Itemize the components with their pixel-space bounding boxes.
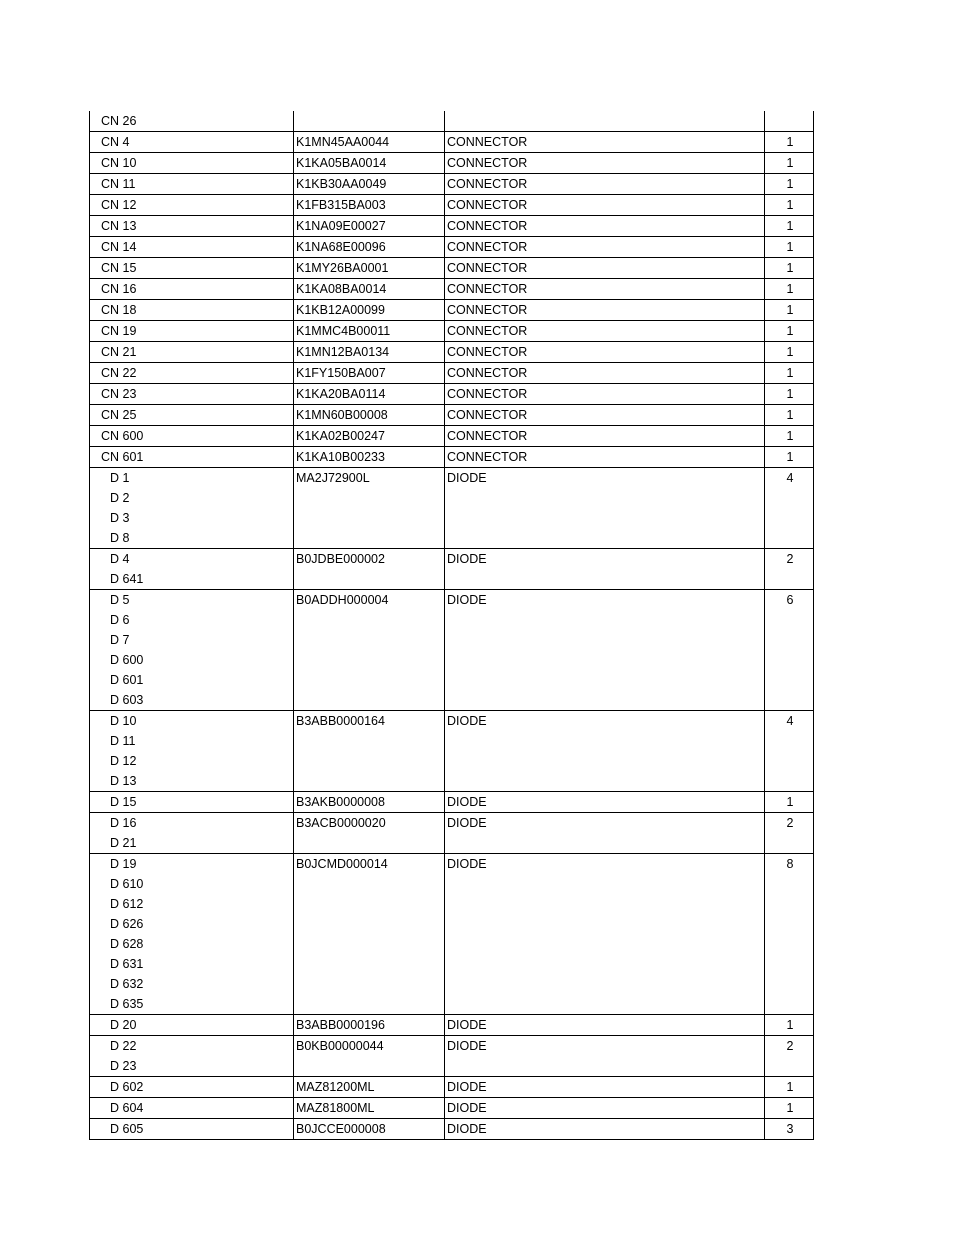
- description-cell-text: DIODE: [447, 816, 487, 830]
- description-cell: [445, 468, 765, 549]
- part-number-cell-text: B0JCCE000008: [296, 1122, 386, 1136]
- description-cell: [445, 300, 765, 321]
- table-row: [90, 216, 814, 237]
- description-cell: [445, 321, 765, 342]
- ref-designator: D 635: [110, 997, 144, 1011]
- part-number-cell-text: MAZ81800ML: [296, 1101, 375, 1115]
- part-number-cell: [294, 405, 445, 426]
- part-number-cell-text: K1NA68E00096: [296, 240, 386, 254]
- description-cell-text: DIODE: [447, 471, 487, 485]
- ref-designator: CN 601: [101, 450, 144, 464]
- table-row: [90, 426, 814, 447]
- table-row: [90, 111, 814, 132]
- ref-designator: CN 13: [101, 219, 137, 233]
- ref-designator: CN 15: [101, 261, 137, 275]
- ref-cell: [90, 321, 294, 342]
- part-number-cell-text: K1NA09E00027: [296, 219, 386, 233]
- part-number-cell: [294, 792, 445, 813]
- quantity-cell: [765, 405, 814, 426]
- part-number-cell-text: K1KA05BA0014: [296, 156, 387, 170]
- quantity-cell-text: 1: [786, 795, 794, 809]
- ref-cell: [90, 363, 294, 384]
- ref-cell: [90, 111, 294, 132]
- description-cell: [445, 1036, 765, 1077]
- part-number-cell: [294, 426, 445, 447]
- ref-designator: D 12: [110, 754, 137, 768]
- ref-designator: D 7: [110, 633, 130, 647]
- quantity-cell-text: 1: [786, 345, 794, 359]
- part-number-cell: [294, 237, 445, 258]
- table-row: [90, 342, 814, 363]
- table-row: [90, 447, 814, 468]
- ref-designator: D 10: [110, 714, 137, 728]
- ref-designator: CN 26: [101, 114, 137, 128]
- ref-designator: D 16: [110, 816, 137, 830]
- ref-designator: D 605: [110, 1122, 144, 1136]
- part-number-cell-text: K1MN12BA0134: [296, 345, 390, 359]
- part-number-cell: [294, 363, 445, 384]
- ref-designator: CN 12: [101, 198, 137, 212]
- ref-designator: D 6: [110, 613, 130, 627]
- table-row: [90, 384, 814, 405]
- part-number-cell: [294, 813, 445, 854]
- quantity-cell-text: 1: [786, 1018, 794, 1032]
- table-row: [90, 258, 814, 279]
- quantity-cell-text: 1: [786, 198, 794, 212]
- part-number-cell: [294, 1098, 445, 1119]
- quantity-cell: [765, 447, 814, 468]
- description-cell-text: DIODE: [447, 1080, 487, 1094]
- description-cell: [445, 813, 765, 854]
- description-cell-text: CONNECTOR: [447, 135, 528, 149]
- part-number-cell-text: B0JCMD000014: [296, 857, 388, 871]
- table-row: [90, 1036, 814, 1077]
- part-number-cell-text: K1MN45AA0044: [296, 135, 390, 149]
- ref-designator: D 1: [110, 471, 130, 485]
- description-cell: [445, 237, 765, 258]
- ref-cell: [90, 195, 294, 216]
- quantity-cell: [765, 111, 814, 132]
- quantity-cell: [765, 300, 814, 321]
- description-cell-text: DIODE: [447, 1122, 487, 1136]
- description-cell-text: CONNECTOR: [447, 282, 528, 296]
- description-cell: [445, 792, 765, 813]
- quantity-cell: [765, 195, 814, 216]
- description-cell: [445, 854, 765, 1015]
- ref-cell: [90, 447, 294, 468]
- table-row: [90, 854, 814, 1015]
- ref-designator: D 631: [110, 957, 144, 971]
- quantity-cell-text: 3: [786, 1122, 794, 1136]
- description-cell: [445, 216, 765, 237]
- ref-cell: [90, 1119, 294, 1140]
- quantity-cell-text: 1: [786, 177, 794, 191]
- part-number-cell-text: B3ABB0000196: [296, 1018, 385, 1032]
- part-number-cell-text: B3ACB0000020: [296, 816, 386, 830]
- quantity-cell: [765, 1077, 814, 1098]
- part-number-cell: [294, 342, 445, 363]
- table-row: [90, 549, 814, 590]
- ref-cell: [90, 426, 294, 447]
- ref-designator: D 641: [110, 572, 144, 586]
- table-row: [90, 300, 814, 321]
- quantity-cell: [765, 174, 814, 195]
- part-number-cell: [294, 854, 445, 1015]
- table-row: [90, 792, 814, 813]
- ref-cell: [90, 384, 294, 405]
- ref-designator: D 602: [110, 1080, 144, 1094]
- description-cell: [445, 153, 765, 174]
- ref-cell: [90, 300, 294, 321]
- quantity-cell-text: 2: [786, 1039, 794, 1053]
- quantity-cell: [765, 1098, 814, 1119]
- part-number-cell: [294, 384, 445, 405]
- ref-cell: [90, 1077, 294, 1098]
- description-cell: [445, 279, 765, 300]
- quantity-cell-text: 1: [786, 387, 794, 401]
- part-number-cell-text: K1MY26BA0001: [296, 261, 389, 275]
- quantity-cell-text: 1: [786, 1080, 794, 1094]
- quantity-cell-text: 1: [786, 261, 794, 275]
- part-number-cell: [294, 174, 445, 195]
- table-row: [90, 132, 814, 153]
- ref-designator: D 20: [110, 1018, 137, 1032]
- table-row: [90, 1098, 814, 1119]
- table-row: [90, 153, 814, 174]
- part-number-cell: [294, 300, 445, 321]
- parts-list-body: [90, 111, 814, 1140]
- part-number-cell: [294, 468, 445, 549]
- ref-designator: D 22: [110, 1039, 137, 1053]
- part-number-cell-text: K1KB30AA0049: [296, 177, 387, 191]
- ref-cell: [90, 279, 294, 300]
- quantity-cell: [765, 813, 814, 854]
- table-row: [90, 237, 814, 258]
- description-cell-text: CONNECTOR: [447, 240, 528, 254]
- description-cell: [445, 258, 765, 279]
- ref-cell: [90, 468, 294, 549]
- description-cell-text: CONNECTOR: [447, 450, 528, 464]
- table-row: [90, 711, 814, 792]
- quantity-cell: [765, 153, 814, 174]
- part-number-cell-text: B0KB00000044: [296, 1039, 384, 1053]
- quantity-cell: [765, 384, 814, 405]
- ref-cell: [90, 813, 294, 854]
- part-number-cell-text: K1FB315BA003: [296, 198, 386, 212]
- ref-designator: CN 14: [101, 240, 137, 254]
- ref-cell: [90, 342, 294, 363]
- quantity-cell: [765, 854, 814, 1015]
- part-number-cell-text: K1MN60B00008: [296, 408, 388, 422]
- quantity-cell: [765, 426, 814, 447]
- quantity-cell: [765, 216, 814, 237]
- part-number-cell-text: K1KA10B00233: [296, 450, 385, 464]
- ref-cell: [90, 854, 294, 1015]
- quantity-cell-text: 1: [786, 135, 794, 149]
- part-number-cell-text: K1KA20BA0114: [296, 387, 386, 401]
- description-cell: [445, 1015, 765, 1036]
- table-row: [90, 1077, 814, 1098]
- description-cell: [445, 426, 765, 447]
- table-row: [90, 1015, 814, 1036]
- ref-cell: [90, 549, 294, 590]
- description-cell: [445, 1077, 765, 1098]
- part-number-cell-text: K1KA02B00247: [296, 429, 385, 443]
- description-cell-text: CONNECTOR: [447, 261, 528, 275]
- table-row: [90, 405, 814, 426]
- quantity-cell: [765, 132, 814, 153]
- quantity-cell: [765, 363, 814, 384]
- quantity-cell: [765, 792, 814, 813]
- quantity-cell-text: 1: [786, 1101, 794, 1115]
- quantity-cell: [765, 258, 814, 279]
- description-cell-text: DIODE: [447, 1018, 487, 1032]
- quantity-cell: [765, 1036, 814, 1077]
- quantity-cell-text: 2: [786, 816, 794, 830]
- part-number-cell: [294, 216, 445, 237]
- description-cell: [445, 549, 765, 590]
- part-number-cell: [294, 132, 445, 153]
- description-cell-text: CONNECTOR: [447, 324, 528, 338]
- description-cell-text: CONNECTOR: [447, 429, 528, 443]
- quantity-cell-text: 1: [786, 219, 794, 233]
- description-cell: [445, 342, 765, 363]
- quantity-cell-text: 8: [786, 857, 794, 871]
- ref-designator: D 4: [110, 552, 130, 566]
- description-cell: [445, 174, 765, 195]
- part-number-cell-text: K1KB12A00099: [296, 303, 385, 317]
- ref-cell: [90, 258, 294, 279]
- description-cell: [445, 384, 765, 405]
- description-cell: [445, 711, 765, 792]
- quantity-cell-text: 1: [786, 156, 794, 170]
- ref-cell: [90, 216, 294, 237]
- ref-designator: D 600: [110, 653, 144, 667]
- quantity-cell: [765, 549, 814, 590]
- part-number-cell-text: B0ADDH000004: [296, 593, 389, 607]
- quantity-cell-text: [765, 111, 813, 131]
- description-cell: [445, 447, 765, 468]
- quantity-cell: [765, 590, 814, 711]
- quantity-cell-text: 4: [786, 714, 794, 728]
- ref-designator: CN 21: [101, 345, 137, 359]
- quantity-cell-text: 6: [786, 593, 794, 607]
- part-number-cell-text: MA2J72900L: [296, 471, 370, 485]
- description-cell-text: DIODE: [447, 1039, 487, 1053]
- ref-cell: [90, 237, 294, 258]
- quantity-cell-text: 1: [786, 240, 794, 254]
- ref-designator: D 3: [110, 511, 130, 525]
- ref-designator: CN 18: [101, 303, 137, 317]
- quantity-cell: [765, 711, 814, 792]
- part-number-cell-text: K1MMC4B00011: [296, 324, 391, 338]
- description-cell: [445, 1098, 765, 1119]
- quantity-cell-text: 1: [786, 282, 794, 296]
- parts-list-table: [89, 111, 814, 1140]
- quantity-cell-text: 1: [786, 408, 794, 422]
- ref-designator: D 15: [110, 795, 137, 809]
- ref-cell: [90, 153, 294, 174]
- description-cell: [445, 132, 765, 153]
- ref-designator: CN 11: [101, 177, 136, 191]
- part-number-cell-text: K1FY150BA007: [296, 366, 386, 380]
- description-cell-text: CONNECTOR: [447, 366, 528, 380]
- ref-designator: D 601: [110, 673, 144, 687]
- part-number-cell: [294, 1036, 445, 1077]
- part-number-cell: [294, 258, 445, 279]
- ref-designator: CN 10: [101, 156, 137, 170]
- ref-cell: [90, 405, 294, 426]
- part-number-cell: [294, 549, 445, 590]
- description-cell-text: DIODE: [447, 1101, 487, 1115]
- ref-designator: CN 600: [101, 429, 144, 443]
- description-cell-text: CONNECTOR: [447, 345, 528, 359]
- ref-designator: D 8: [110, 531, 130, 545]
- part-number-cell: [294, 153, 445, 174]
- part-number-cell: [294, 447, 445, 468]
- description-cell-text: DIODE: [447, 714, 487, 728]
- part-number-cell-text: B3AKB0000008: [296, 795, 385, 809]
- ref-designator: CN 4: [101, 135, 130, 149]
- ref-cell: [90, 590, 294, 711]
- description-cell-text: CONNECTOR: [447, 219, 528, 233]
- ref-cell: [90, 792, 294, 813]
- ref-designator: D 604: [110, 1101, 144, 1115]
- description-cell-text: DIODE: [447, 552, 487, 566]
- ref-designator: D 23: [110, 1059, 137, 1073]
- ref-cell: [90, 132, 294, 153]
- quantity-cell: [765, 237, 814, 258]
- ref-designator: CN 22: [101, 366, 137, 380]
- ref-designator: D 612: [110, 897, 144, 911]
- quantity-cell-text: 1: [786, 450, 794, 464]
- quantity-cell: [765, 1119, 814, 1140]
- table-row: [90, 174, 814, 195]
- table-row: [90, 195, 814, 216]
- ref-designator: D 632: [110, 977, 144, 991]
- quantity-cell: [765, 321, 814, 342]
- description-cell-text: CONNECTOR: [447, 198, 528, 212]
- description-cell-text: [445, 111, 764, 131]
- part-number-cell-text: K1KA08BA0014: [296, 282, 387, 296]
- quantity-cell-text: 2: [786, 552, 794, 566]
- description-cell: [445, 111, 765, 132]
- description-cell-text: DIODE: [447, 795, 487, 809]
- quantity-cell-text: 4: [786, 471, 794, 485]
- table-row: [90, 813, 814, 854]
- table-row: [90, 590, 814, 711]
- part-number-cell: [294, 1077, 445, 1098]
- part-number-cell: [294, 111, 445, 132]
- ref-designator: CN 16: [101, 282, 137, 296]
- part-number-cell: [294, 1119, 445, 1140]
- table-row: [90, 321, 814, 342]
- description-cell: [445, 405, 765, 426]
- ref-designator: CN 19: [101, 324, 137, 338]
- part-number-cell: [294, 279, 445, 300]
- ref-cell: [90, 1015, 294, 1036]
- ref-designator: D 2: [110, 491, 130, 505]
- description-cell: [445, 590, 765, 711]
- part-number-cell-text: B0JDBE000002: [296, 552, 385, 566]
- part-number-cell-text: B3ABB0000164: [296, 714, 385, 728]
- description-cell-text: CONNECTOR: [447, 408, 528, 422]
- description-cell-text: CONNECTOR: [447, 177, 528, 191]
- ref-cell: [90, 1036, 294, 1077]
- table-row: [90, 1119, 814, 1140]
- ref-designator: D 21: [110, 836, 137, 850]
- part-number-cell: [294, 195, 445, 216]
- table-row: [90, 363, 814, 384]
- ref-designator: D 626: [110, 917, 144, 931]
- quantity-cell: [765, 1015, 814, 1036]
- quantity-cell-text: 1: [786, 303, 794, 317]
- ref-designator: D 11: [110, 734, 136, 748]
- description-cell-text: CONNECTOR: [447, 303, 528, 317]
- ref-designator: D 603: [110, 693, 144, 707]
- description-cell: [445, 363, 765, 384]
- description-cell-text: CONNECTOR: [447, 387, 528, 401]
- quantity-cell: [765, 279, 814, 300]
- ref-designator: CN 23: [101, 387, 137, 401]
- description-cell-text: CONNECTOR: [447, 156, 528, 170]
- quantity-cell: [765, 342, 814, 363]
- ref-cell: [90, 711, 294, 792]
- part-number-cell: [294, 1015, 445, 1036]
- description-cell-text: DIODE: [447, 593, 487, 607]
- ref-designator: D 19: [110, 857, 137, 871]
- ref-designator: D 5: [110, 593, 130, 607]
- ref-cell: [90, 174, 294, 195]
- ref-designator: D 610: [110, 877, 144, 891]
- ref-cell: [90, 1098, 294, 1119]
- part-number-cell: [294, 590, 445, 711]
- part-number-cell-text: MAZ81200ML: [296, 1080, 375, 1094]
- quantity-cell-text: 1: [786, 429, 794, 443]
- table-row: [90, 279, 814, 300]
- description-cell: [445, 195, 765, 216]
- ref-designator: CN 25: [101, 408, 137, 422]
- quantity-cell-text: 1: [786, 324, 794, 338]
- part-number-cell: [294, 711, 445, 792]
- table-row: [90, 468, 814, 549]
- description-cell-text: DIODE: [447, 857, 487, 871]
- part-number-cell: [294, 321, 445, 342]
- ref-designator: D 13: [110, 774, 137, 788]
- ref-designator: D 628: [110, 937, 144, 951]
- description-cell: [445, 1119, 765, 1140]
- quantity-cell: [765, 468, 814, 549]
- part-number-cell-text: [294, 111, 444, 131]
- quantity-cell-text: 1: [786, 366, 794, 380]
